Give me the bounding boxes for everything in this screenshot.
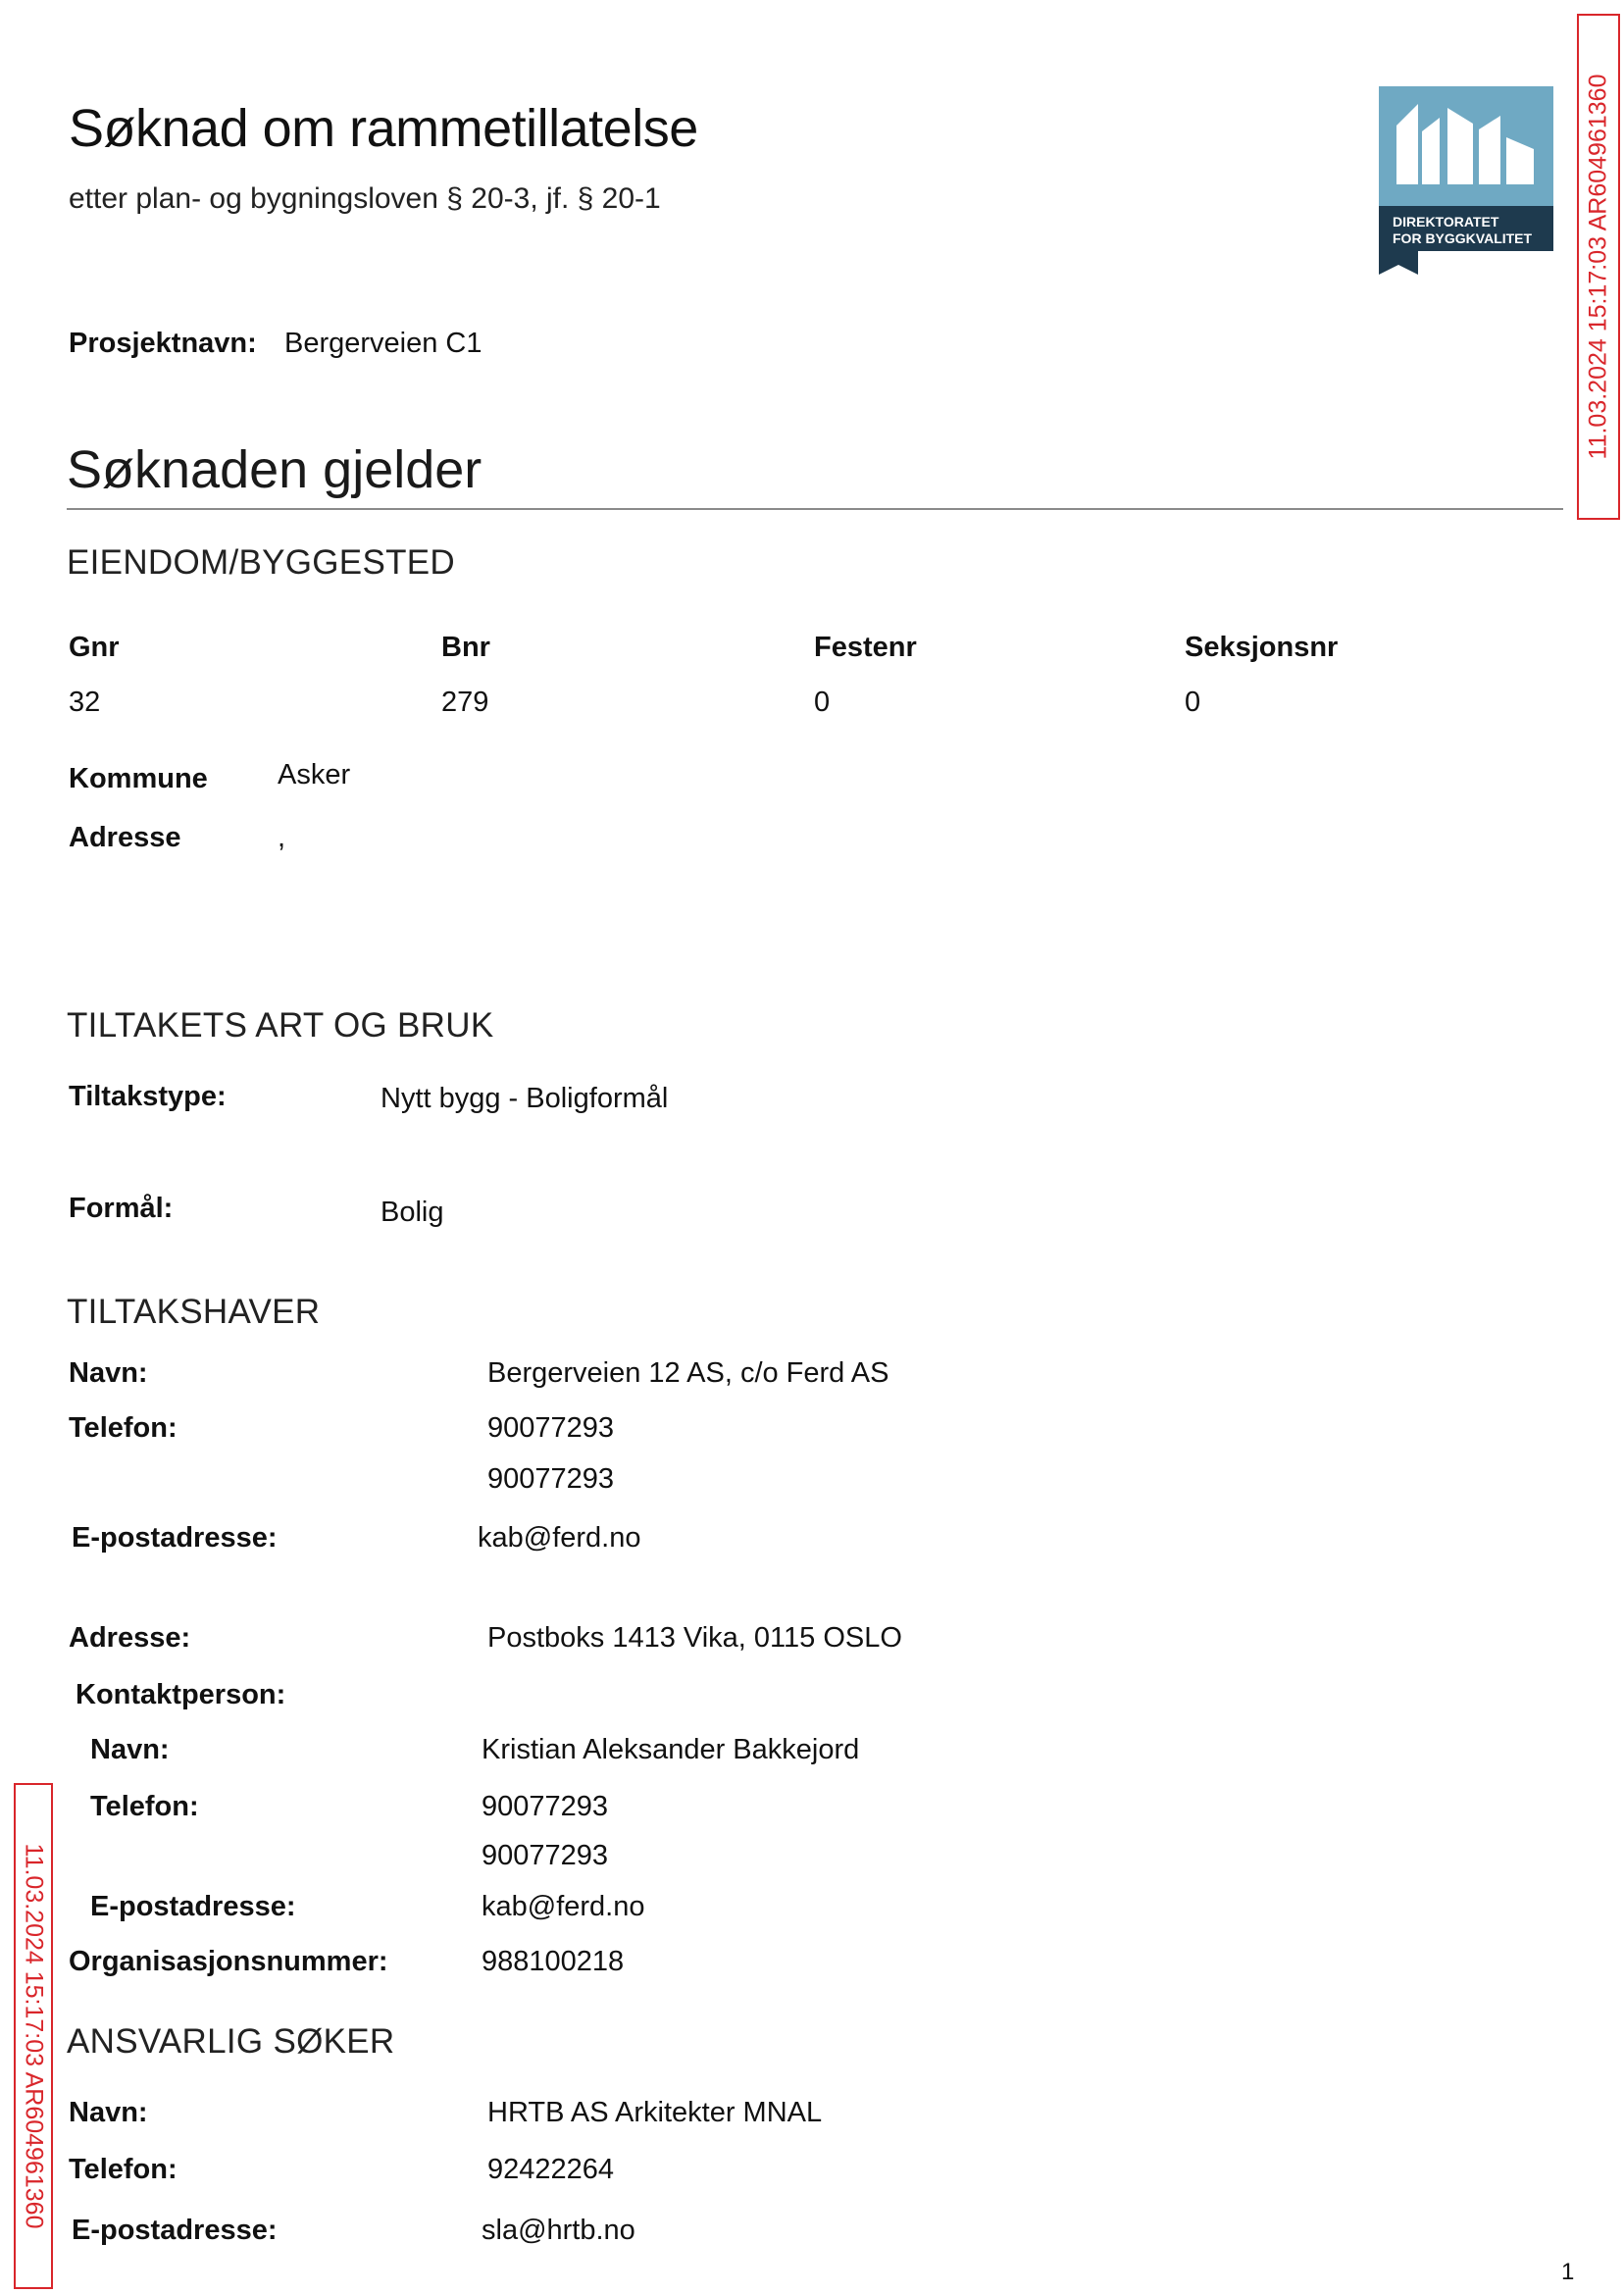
kontaktperson-label: Kontaktperson: [76,1679,286,1710]
tiltakstype-label: Tiltakstype: [69,1081,227,1112]
tiltakshaver-navn-label: Navn: [69,1357,148,1389]
tiltakshaver-adresse-label: Adresse: [69,1622,191,1654]
festenr-label: Festenr [814,632,917,663]
festenr-value: 0 [814,687,831,718]
eiendom-heading: EIENDOM/BYGGESTED [67,543,455,582]
dibk-logo-icon [1379,86,1553,275]
bnr-label: Bnr [441,632,490,663]
kontaktperson-telefon-value-2: 90077293 [482,1840,609,1871]
soker-telefon-value: 92422264 [487,2154,615,2185]
tiltakshaver-navn-value: Bergerveien 12 AS, c/o Ferd AS [487,1357,889,1389]
gnr-label: Gnr [69,632,120,663]
tiltakshaver-telefon-label: Telefon: [69,1412,178,1444]
archive-stamp-text: 11.03.2024 15:17:03 AR604961360 [20,1843,48,2229]
document-subtitle: etter plan- og bygningsloven § 20-3, jf. § 20-1 [69,182,661,215]
soker-epost-value: sla@hrtb.no [482,2215,635,2246]
archive-stamp-left [14,1783,53,2289]
tiltakshaver-adresse-value: Postboks 1413 Vika, 0115 OSLO [487,1622,902,1654]
project-name-value: Bergerveien C1 [284,328,482,359]
tiltakstype-value: Nytt bygg - Boligformål [381,1083,669,1114]
logo-text-line2: FOR BYGGKVALITET [1393,230,1533,246]
logo-text-line1: DIREKTORATET [1393,214,1499,229]
tiltak-heading: TILTAKETS ART OG BRUK [67,1006,494,1045]
gnr-value: 32 [69,687,101,718]
tiltakshaver-epost-value: kab@ferd.no [478,1522,641,1554]
kontaktperson-epost-value: kab@ferd.no [482,1891,645,1922]
orgnr-value: 988100218 [482,1946,625,1977]
adresse-value: , [278,822,286,853]
soker-epost-label: E-postadresse: [72,2215,278,2246]
orgnr-label: Organisasjonsnummer: [69,1946,388,1977]
bnr-value: 279 [441,687,489,718]
tiltakshaver-telefon-value: 90077293 [487,1412,615,1444]
kontaktperson-telefon-label: Telefon: [90,1791,199,1822]
formal-label: Formål: [69,1193,174,1224]
kontaktperson-navn-value: Kristian Aleksander Bakkejord [482,1734,860,1765]
archive-stamp-top [1577,14,1620,520]
kontaktperson-epost-label: E-postadresse: [90,1891,296,1922]
formal-value: Bolig [381,1197,444,1228]
archive-stamp-text: 11.03.2024 15:17:03 AR604961360 [1584,74,1612,460]
kommune-value: Asker [278,759,351,790]
seksjonsnr-value: 0 [1185,687,1201,718]
section-divider [67,508,1563,510]
kontaktperson-navn-label: Navn: [90,1734,170,1765]
soker-telefon-label: Telefon: [69,2154,178,2185]
soker-navn-value: HRTB AS Arkitekter MNAL [487,2097,823,2128]
seksjonsnr-label: Seksjonsnr [1185,632,1339,663]
document-title: Søknad om rammetillatelse [69,99,698,158]
adresse-label: Adresse [69,822,181,853]
kontaktperson-telefon-value: 90077293 [482,1791,609,1822]
soker-navn-label: Navn: [69,2097,148,2128]
soker-heading: ANSVARLIG SØKER [67,2022,395,2061]
tiltakshaver-epost-label: E-postadresse: [72,1522,278,1554]
section-title: Søknaden gjelder [67,440,482,499]
kommune-label: Kommune [69,763,208,794]
page-number: 1 [1561,2259,1575,2285]
tiltakshaver-heading: TILTAKSHAVER [67,1293,321,1331]
dibk-logo [1379,86,1553,275]
project-name-label: Prosjektnavn: [69,328,257,359]
tiltakshaver-telefon-value-2: 90077293 [487,1463,615,1495]
